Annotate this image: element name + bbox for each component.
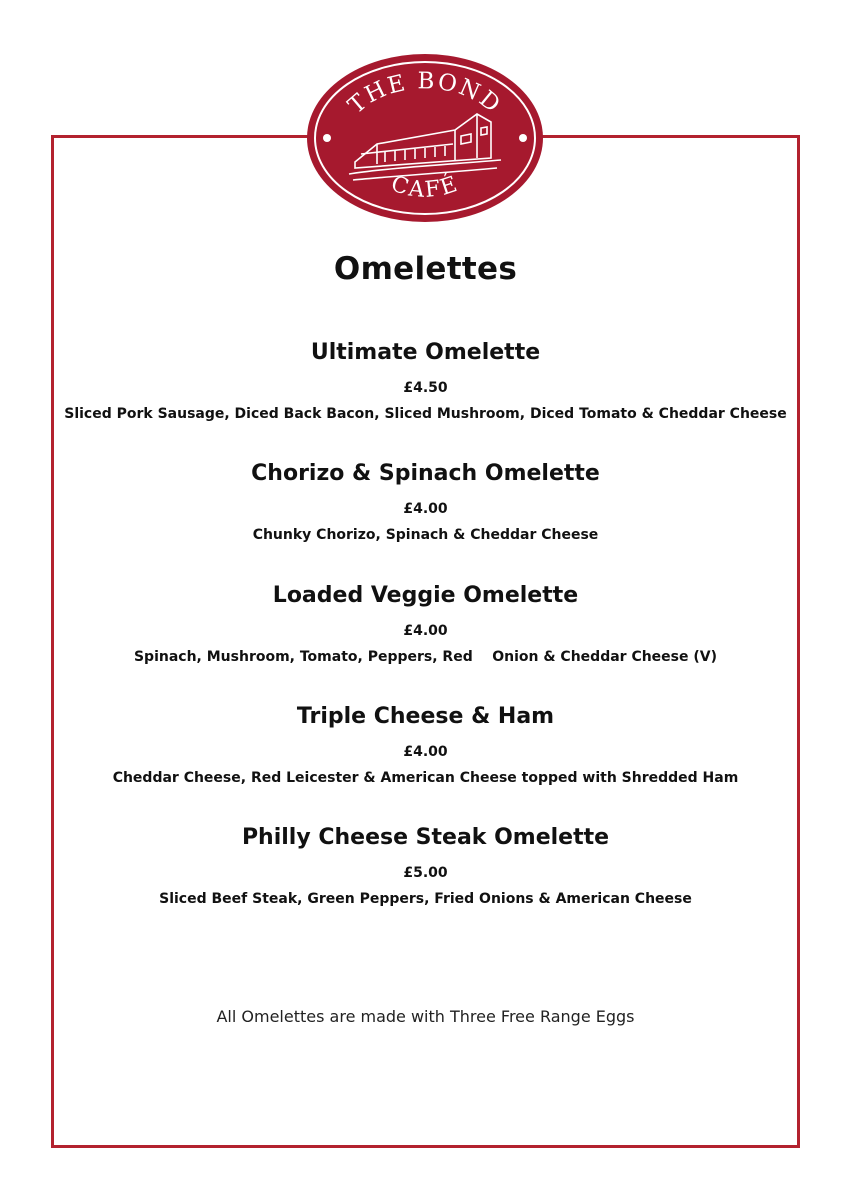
- item-price: £4.00: [403, 744, 448, 760]
- item-name: Triple Cheese & Ham: [296, 704, 555, 729]
- item-description: Sliced Beef Steak, Green Peppers, Fried Onions & American Cheese: [159, 891, 692, 907]
- menu-item: [51, 822, 800, 910]
- item-name: Loaded Veggie Omelette: [272, 583, 579, 608]
- item-name: Ultimate Omelette: [310, 340, 541, 365]
- item-description: Spinach, Mushroom, Tomato, Peppers, Red Onion & Cheddar Cheese (V): [133, 649, 718, 665]
- item-price: £4.00: [403, 623, 448, 639]
- cafe-logo: [305, 52, 545, 224]
- item-description: Sliced Pork Sausage, Diced Back Bacon, Sliced Mushroom, Diced Tomato & Cheddar Cheese: [64, 406, 787, 422]
- logo-dot-right: [519, 134, 527, 142]
- menu-item: [51, 701, 800, 789]
- item-name: Chorizo & Spinach Omelette: [251, 461, 600, 486]
- item-price: £5.00: [403, 865, 448, 881]
- item-description: Cheddar Cheese, Red Leicester & American Cheese topped with Shredded Ham: [112, 770, 739, 786]
- logo-text-bottom: CAFÉ: [387, 171, 463, 203]
- item-price: £4.50: [403, 380, 448, 396]
- menu-item: [51, 580, 800, 668]
- menu-item: [51, 337, 800, 425]
- item-price: £4.00: [403, 501, 448, 517]
- page-title: Omelettes: [333, 251, 518, 287]
- menu-item: [51, 458, 800, 546]
- logo-dot-left: [323, 134, 331, 142]
- footer-note: All Omelettes are made with Three Free Range Eggs: [216, 1007, 635, 1026]
- item-name: Philly Cheese Steak Omelette: [241, 825, 610, 850]
- item-description: Chunky Chorizo, Spinach & Cheddar Cheese: [252, 527, 599, 543]
- logo-text-top: THE BOND: [343, 68, 507, 120]
